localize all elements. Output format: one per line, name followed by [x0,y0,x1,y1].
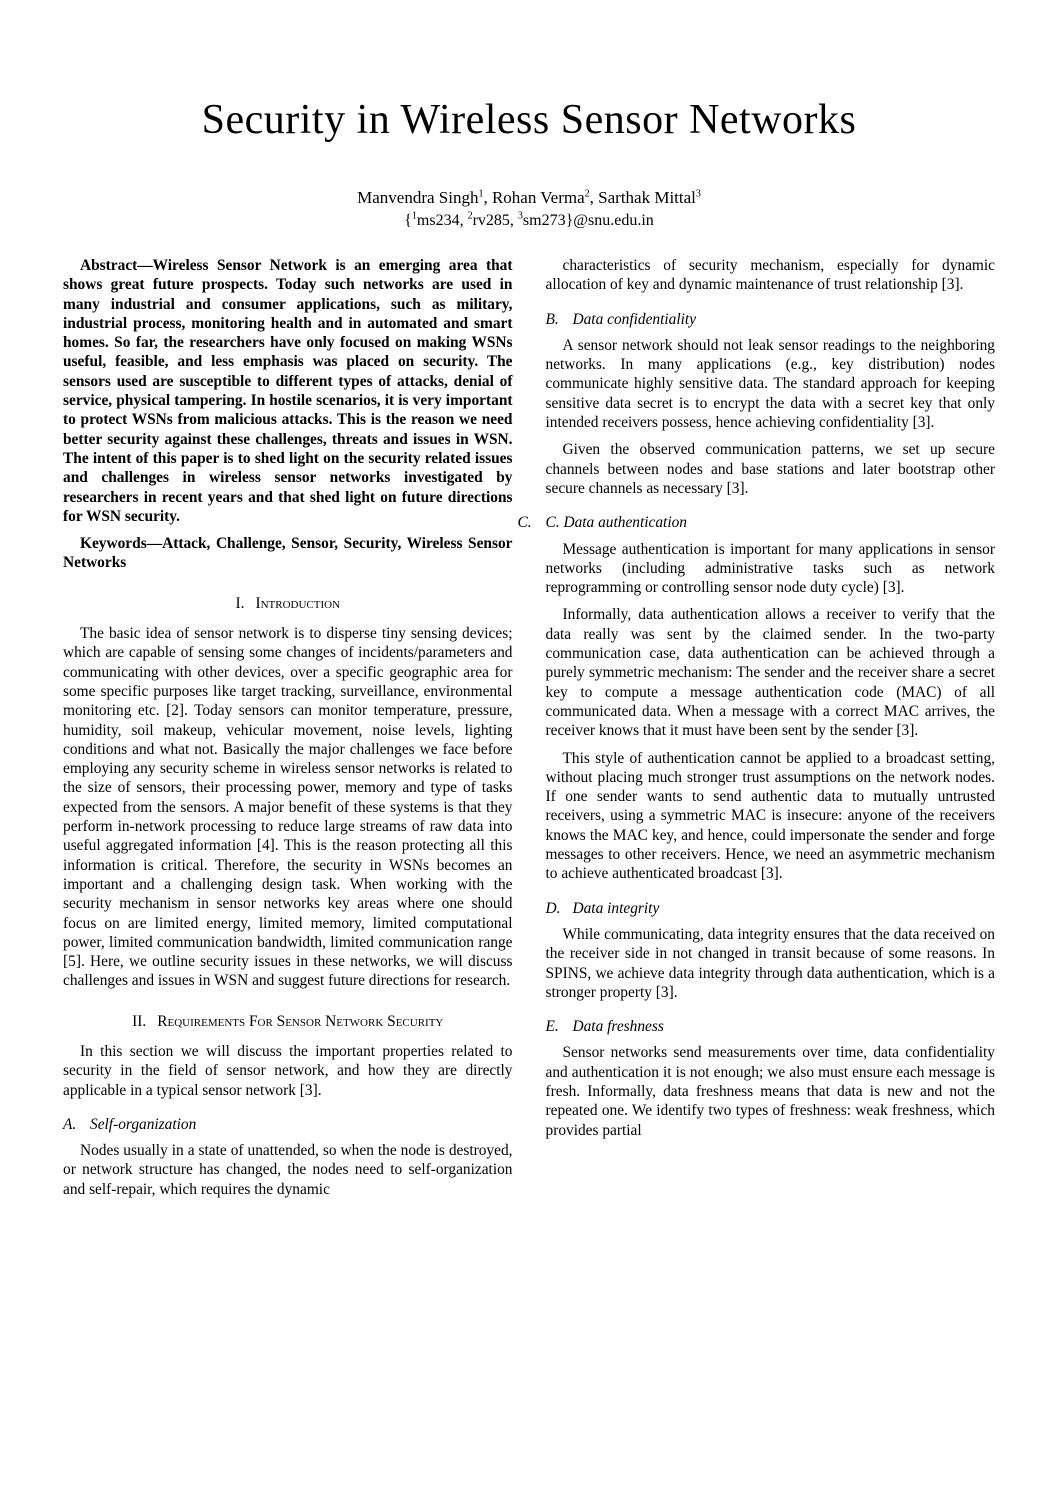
subsection-a-paragraph: Nodes usually in a state of unattended, so when the node is destroyed, or network structure has changed, the nodes need to self-organization and self-repair, which requires the dynamic [63,1142,513,1198]
right-column [517,256,996,1207]
paper-title: Security in Wireless Sensor Networks [201,97,857,143]
subsection-c-paragraph-1: Message authentication is important for many applications in sensor networks (including administrative tasks such as network reprogramming or controlling sensor node duty cycle) [3]. [545,540,995,597]
abstract-text: Wireless Sensor Network is an emerging area that shows great future prospects. Today such networks are used in many industrial and consumer applications, such as military, industrial process, monitoring health and in automated and smart homes. So far, the researchers have only focused on making WSNs useful, feasible, and less emphasis was placed on security. The sensors used are susceptible to different types of attacks, denial of service, physical tampering. In hostile scenarios, it is very important to protect WSNs from malicious attacks. This is the reason we need better security against these challenges, threats and issues in WSN. The intent of this paper is to shed light on the security related issues and challenges in wireless sensor networks investigated by researchers in recent years and that shed light on future directions for WSN security. [63,257,513,525]
subsection-d-letter: D. [545,899,561,917]
subsection-b-letter: B. [545,310,559,328]
keywords-text: Attack, Challenge, Sensor, Security, Wireless Sensor Networks [63,535,513,572]
email-segment: ms234, [416,212,468,229]
paper-page [0,96,1059,1496]
author-superscript: 1 [478,188,484,200]
subsection-b-heading [546,310,996,329]
subsection-c-paragraph-3: This style of authentication cannot be applied to a broadcast setting, without placing much stronger trust assumptions on the network nodes. If one sender wants to send authentic data to mutually untrusted receivers, using a symmetric MAC is insecure: anyone of the receivers knows the MAC key, and hence, could impersonate the sender and forge messages to other receivers. Hence, we need an asymmetric mechanism to achieve authenticated broadcast [3]. [545,749,995,883]
subsection-d-paragraph: While communicating, data integrity ensures that the data received on the receiver side in not changed in transit because of some reasons. In SPINS, we achieve data integrity through data authentication, which is a stronger property [3]. [545,925,995,1001]
email-line [63,212,995,230]
author-name: , Sarthak Mittal [589,188,696,207]
subsection-c-letter: C. [517,514,532,532]
subsection-b-title: Data confidentiality [572,310,697,328]
subsection-e-title: Data freshness [572,1018,664,1036]
subsection-d-title: Data integrity [572,899,660,917]
subsection-e-heading [546,1017,996,1036]
subsection-c-heading [518,513,996,532]
section-2-intro-paragraph: In this section we will discuss the important properties related to security in the field of sensor network, and how they are directly applicable in a typical sensor network [3]. [63,1042,513,1099]
section-1-title: Introduction [255,594,341,612]
section-2-heading [63,1012,513,1031]
subsection-b-paragraph-1: A sensor network should not leak sensor readings to the neighboring networks. In many applications (e.g., key distribution) nodes communicate highly sensitive data. The standard approach for keeping sensitive data secret is to encrypt the data with a secret key that only intended receivers possess, hence achieving confidentiality [3]. [545,336,995,432]
subsection-e-paragraph: Sensor networks send measurements over time, data confidentiality and authentication it is not enough; we also must ensure each message is fresh. Informally, data freshness means that data is new and not the repeated one. We identify two types of freshness: weak freshness, which provides partial [545,1044,995,1139]
email-superscript: 1 [411,210,417,222]
subsection-a-letter: A. [63,1115,77,1133]
abstract-lead: Abstract— [80,257,153,274]
left-column [63,256,513,1207]
subsection-c-paragraph-2: Informally, data authentication allows a receiver to verify that the data really was sent by the claimed sender. In the two-party communication case, data authentication can be achieved through a purely symmetric mechanism: The sender and the receiver share a secret key to compute a message authentication code (MAC) of all communicated data. When a message with a correct MAC arrives, the receiver knows that it must have been sent by the sender [3]. [545,606,995,740]
section-2-title: Requirements For Sensor Network Security [157,1012,444,1030]
email-segment: rv285, [472,212,518,229]
authors-line [63,188,995,208]
keywords-paragraph [63,534,513,573]
email-superscript: 2 [467,210,473,222]
email-segment: sm273}@snu.edu.in [522,212,654,229]
author-superscript: 2 [584,188,590,200]
author-name: , Rohan Verma [483,188,585,207]
subsection-d-heading [546,899,996,918]
introduction-paragraph: The basic idea of sensor network is to disperse tiny sensing devices; which are capable of sensing some changes of incidents/parameters and communicating with other devices, over a specific geographic area for some specific purposes like target tracking, surveillance, environmental monitoring etc. [2]. Today sensors can monitor temperature, pressure, humidity, soil makeup, vehicular movement, noise levels, lighting conditions and what not. Basically the major challenges we face before employing any security scheme in wireless sensor networks is related to the size of sensors, their processing power, memory and type of tasks expected from the sensors. A major benefit of these systems is that they perform in-network processing to reduce large streams of raw data into useful aggregated information [4]. This is the reason protecting all this information is critical. Therefore, the security in WSNs becomes an important and a challenging design task. When working with the security mechanism in sensor networks key areas where one should focus on are limited energy, limited memory, limited computational power, limited communication bandwidth, limited communication range [5]. Here, we outline security issues in these networks, we will discuss challenges and issues in WSN and suggest future directions for research. [63,625,513,990]
subsection-a-heading [63,1115,513,1134]
abstract-paragraph [63,256,513,526]
subsection-c-title: C. Data authentication [545,514,687,532]
section-1-heading [63,594,513,613]
author-superscript: 3 [695,188,701,200]
two-column-body [63,256,995,1207]
section-1-number: I. [235,594,245,612]
subsection-e-letter: E. [545,1018,559,1036]
section-2-number: II. [132,1012,147,1030]
subsection-b-paragraph-2: Given the observed communication patterns, we set up secure channels between nodes and base stations and later bootstrap other secure channels as necessary [3]. [545,441,995,497]
subsection-a-continuation-paragraph: characteristics of security mechanism, especially for dynamic allocation of key and dynamic maintenance of trust relationship [3]. [545,257,995,294]
author-name: Manvendra Singh [357,188,479,207]
email-segment: { [404,212,412,229]
email-superscript: 3 [517,210,523,222]
subsection-a-title: Self-organization [90,1115,197,1133]
keywords-lead: Keywords— [80,535,163,553]
